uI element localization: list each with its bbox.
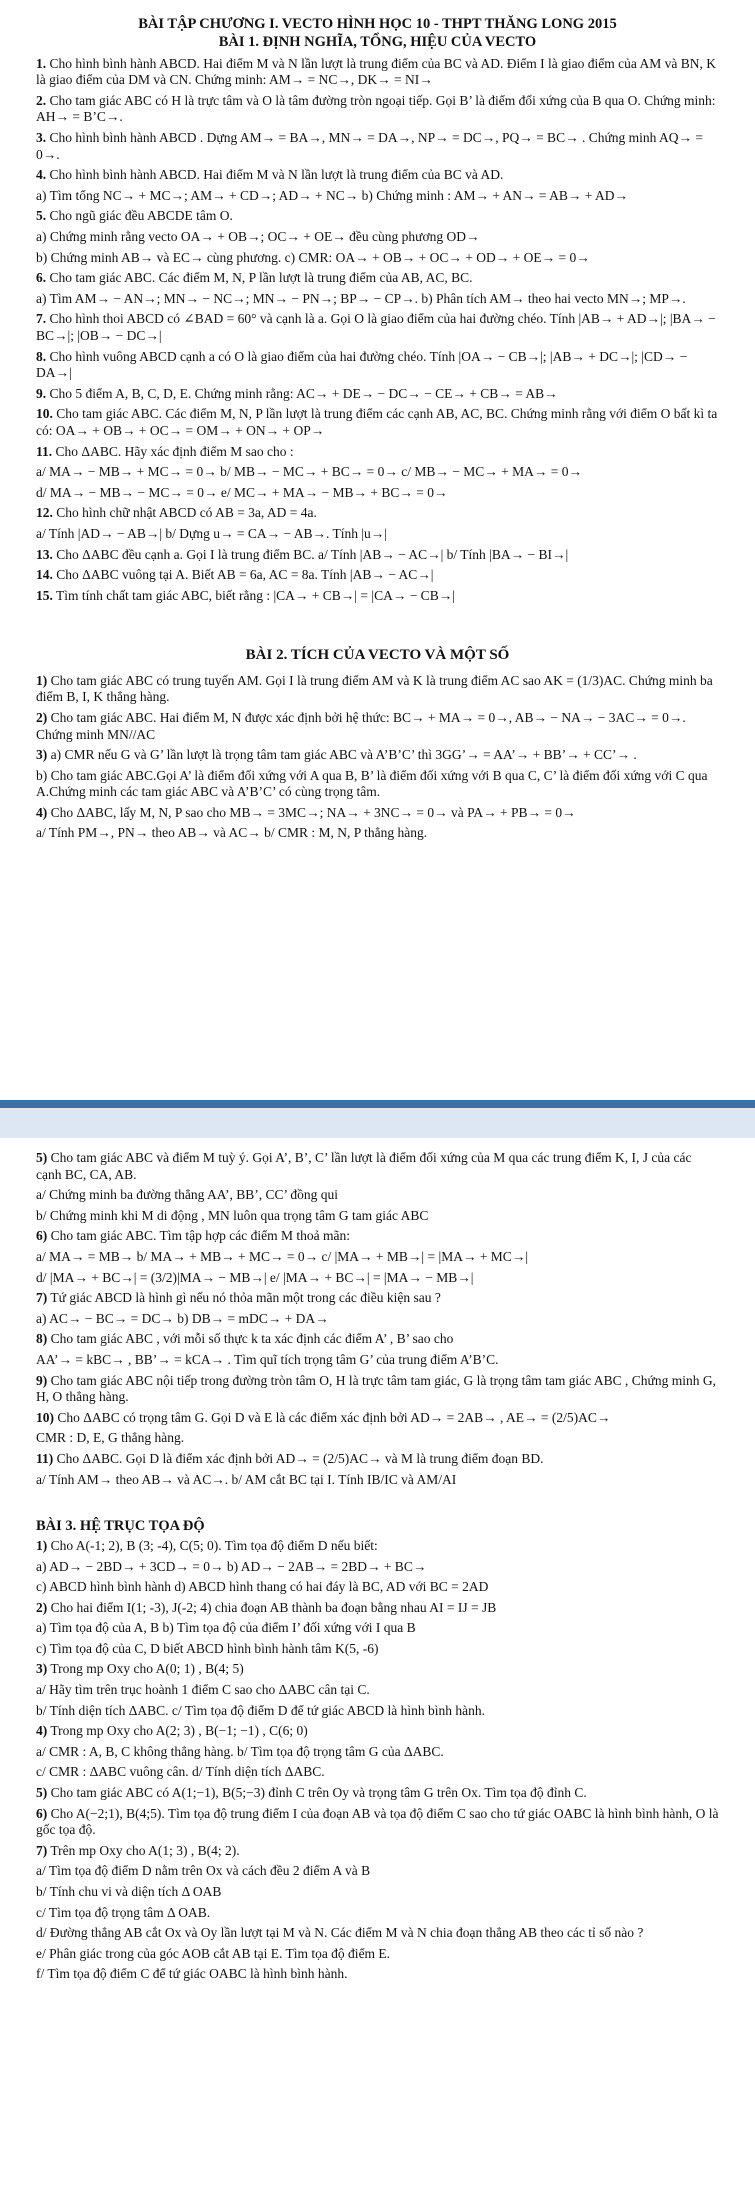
section-3-exercises [36,1538,719,1983]
exercise-text: CMR : D, E, G thẳng hàng. [36,1430,185,1446]
exercise-text: b/ Tính diện tích ΔABC. c/ Tìm tọa độ điểm D để tứ giác ABCD là hình bình hành. [36,1702,485,1718]
exercise-item [36,1806,719,1839]
exercise-item [36,547,719,564]
exercise-text: c/ CMR : ΔABC vuông cân. d/ Tính diện tích ΔABC. [36,1764,325,1780]
page-separator [0,1100,755,1138]
section-3-heading: BÀI 3. HỆ TRỤC TỌA ĐỘ [36,1518,205,1535]
exercise-item [36,208,719,225]
exercise-number: 12. [36,505,53,521]
exercise-item [36,1538,719,1555]
exercise-item [36,588,719,605]
exercise-text: a/ Tìm tọa độ điểm D nằm trên Ox và cách đều 2 điểm A và B [36,1863,371,1879]
exercise-number: 4) [36,804,48,820]
exercise-text: c) ABCD hình bình hành d) ABCD hình thang có hai đáy là BC, AD với BC = 2AD [36,1579,489,1595]
exercise-text: Tứ giác ABCD là hình gì nếu nó thỏa mãn một trong các điều kiện sau ? [50,1290,441,1306]
exercise-number: 5) [36,1785,48,1801]
exercise-item [36,505,719,522]
exercise-number: 9. [36,385,47,401]
exercise-item [36,1451,719,1468]
exercise-text: a) CMR nếu G và G’ lần lượt là trọng tâm tam giác ABC và A’B’C’ thì 3GG’→ = AA’→ + BB’→ + CC’→ . [50,747,637,763]
exercise-subitem [36,768,719,801]
exercise-number: 11. [36,443,53,459]
exercise-text: Cho tam giác ABC. Tìm tập hợp các điểm M thoả mãn: [50,1228,350,1244]
exercise-item [36,93,719,126]
exercise-number: 15. [36,587,53,603]
exercise-text: Cho hai điểm I(1; -3), J(-2; 4) chia đoạn AB thành ba đoạn bằng nhau AI = IJ = JB [50,1599,497,1615]
exercise-text: b/ Tính chu vi và diện tích Δ OAB [36,1884,222,1900]
exercise-text: c) Tìm tọa độ của C, D biết ABCD hình bình hành tâm K(5, -6) [36,1640,379,1656]
section-2-heading: BÀI 2. TÍCH CỦA VECTO VÀ MỘT SỐ [245,647,510,664]
exercise-item [36,56,719,89]
document-title: BÀI TẬP CHƯƠNG I. VECTO HÌNH HỌC 10 - THPT THĂNG LONG 2015 [138,16,617,32]
exercise-text: a) Tìm tọa độ của A, B b) Tìm tọa độ của điểm I’ đối xứng với I qua B [36,1620,416,1636]
exercise-number: 8) [36,1331,48,1347]
exercise-text: a/ Tính |AD→ − AB→| b/ Dựng u→ = CA→ − AB→. Tính |u→| [36,525,387,541]
exercise-text: Trong mp Oxy cho A(0; 1) , B(4; 5) [50,1661,244,1677]
exercise-number: 7) [36,1842,48,1858]
exercise-number: 6. [36,270,47,286]
exercise-item [36,1150,719,1183]
exercise-text: a/ MA→ = MB→ b/ MA→ + MB→ + MC→ = 0→ c/ |MA→ + MB→| = |MA→ + MC→| [36,1248,529,1264]
exercise-text: Cho tam giác ABC. Các điểm M, N, P lần lượt là trung điểm của AB, AC, BC. [49,270,473,286]
exercise-subitem [36,526,719,543]
exercise-item [36,444,719,461]
exercise-subitem [36,464,719,481]
exercise-subitem [36,1641,719,1658]
exercise-item [36,406,719,439]
exercise-text: a) Tìm AM→ − AN→; MN→ − NC→; MN→ − PN→; BP→ − CP→. b) Phân tích AM→ theo hai vecto MN→; MP→. [36,290,686,306]
exercise-text: a/ Hãy tìm trên trục hoành 1 điểm C sao cho ΔABC cân tại C. [36,1682,370,1698]
exercise-item [36,747,719,764]
exercise-text: Cho ΔABC. Gọi D là điểm xác định bởi AD→ = (2/5)AC→ và M là trung điểm đoạn BD. [56,1450,544,1466]
exercise-text: c/ Tìm tọa độ trọng tâm Δ OAB. [36,1904,211,1920]
exercise-number: 3. [36,130,47,146]
exercise-text: Cho hình thoi ABCD có ∠BAD = 60° và cạnh là a. Gọi O là giao điểm của hai đường chéo. Tính |AB→ + AD→|; |BA→ − BC→|; |OB→ − DC→| [36,311,716,343]
exercise-text: a) Tìm tổng NC→ + MC→; AM→ + CD→; AD→ + NC→ b) Chứng minh : AM→ + AN→ = AB→ + AD→ [36,187,629,203]
exercise-subitem [36,1187,719,1204]
exercise-text: Cho 5 điểm A, B, C, D, E. Chứng minh rằng: AC→ + DE→ − DC→ − CE→ + CB→ = AB→ [49,385,558,401]
exercise-item [36,386,719,403]
exercise-item [36,1843,719,1860]
exercise-subitem [36,485,719,502]
exercise-subitem [36,825,719,842]
exercise-text: Cho tam giác ABC có A(1;−1), B(5;−3) đỉnh C trên Oy và trọng tâm G trên Ox. Tìm tọa độ đỉnh C. [50,1785,587,1801]
exercise-number: 9) [36,1372,48,1388]
exercise-item [36,270,719,287]
exercise-text: AA’→ = kBC→ , BB’→ = kCA→ . Tìm quĩ tích trọng tâm G’ của trung điểm A’B’C. [36,1351,499,1367]
exercise-text: Cho tam giác ABC. Các điểm M, N, P lần lượt là trung điểm các cạnh AB, AC, BC. Chứng minh rằng với điểm O bất kì ta có: OA→ + OB→ + OC→ = OM→ + ON→ + OP→ [36,406,718,438]
section-2-exercises-continued [36,1150,719,1488]
exercise-text: Cho ΔABC có trọng tâm G. Gọi D và E là các điểm xác định bởi AD→ = 2AB→ , AE→ = (2/5)AC→ [57,1409,611,1425]
exercise-subitem [36,1579,719,1596]
exercise-text: a) Chứng minh rằng vecto OA→ + OB→; OC→ + OE→ đều cùng phương OD→ [36,229,480,244]
exercise-subitem [36,291,719,308]
exercise-number: 1. [36,55,47,71]
exercise-text: Cho ΔABC, lấy M, N, P sao cho MB→ = 3MC→; NA→ + 3NC→ = 0→ và PA→ + PB→ = 0→ [50,804,576,820]
exercise-number: 2) [36,709,48,725]
exercise-item [36,1228,719,1245]
exercise-number: 6) [36,1805,48,1821]
exercise-subitem [36,1430,719,1447]
exercise-item [36,1600,719,1617]
section-1-heading: BÀI 1. ĐỊNH NGHĨA, TỔNG, HIỆU CỦA VECTO [218,33,537,50]
exercise-item [36,567,719,584]
exercise-number: 5) [36,1150,48,1165]
exercise-text: d/ |MA→ + BC→| = (3/2)|MA→ − MB→| e/ |MA→ + BC→| = |MA→ − MB→| [36,1269,474,1285]
exercise-subitem [36,250,719,267]
exercise-subitem [36,1249,719,1266]
exercise-number: 7. [36,311,47,327]
exercise-text: Cho tam giác ABC có trung tuyến AM. Gọi I là trung điểm AM và K là trung điểm AC sao AK = (1/3)AC. Chứng minh ba điểm B, I, K thẳng hàng. [36,672,713,705]
exercise-number: 5. [36,208,47,224]
page-2 [0,1138,755,2197]
exercise-subitem [36,1208,719,1225]
exercise-subitem [36,1352,719,1369]
exercise-number: 10) [36,1409,54,1425]
exercise-subitem [36,1905,719,1922]
exercise-number: 10. [36,406,53,422]
exercise-item [36,1723,719,1740]
exercise-number: 7) [36,1290,48,1306]
exercise-text: f/ Tìm tọa độ điểm C để tứ giác OABC là hình bình hành. [36,1966,348,1982]
section-2-exercises [36,673,719,842]
exercise-text: Cho ΔABC đều cạnh a. Gọi I là trung điểm BC. a/ Tính |AB→ − AC→| b/ Tính |BA→ − BI→| [56,546,569,562]
exercise-subitem [36,1884,719,1901]
exercise-text: Cho tam giác ABC , với mỗi số thực k ta xác định các điểm A’ , B’ sao cho [50,1331,454,1347]
exercise-number: 4. [36,167,47,183]
exercise-number: 11) [36,1450,54,1466]
exercise-item [36,1373,719,1406]
exercise-item [36,349,719,382]
exercise-text: a/ MA→ − MB→ + MC→ = 0→ b/ MB→ − MC→ + BC→ = 0→ c/ MB→ − MC→ + MA→ = 0→ [36,464,582,480]
exercise-subitem [36,1311,719,1328]
exercise-text: Cho tam giác ABC và điểm M tuỳ ý. Gọi A’, B’, C’ lần lượt là điểm đối xứng của M qua các trung điểm K, I, J của các cạnh BC, CA, AB. [36,1150,692,1182]
exercise-subitem [36,1744,719,1761]
exercise-text: e/ Phân giác trong của góc AOB cắt AB tại E. Tìm tọa độ điểm E. [36,1945,391,1961]
exercise-text: a/ CMR : A, B, C không thẳng hàng. b/ Tìm tọa độ trọng tâm G của ΔABC. [36,1743,444,1759]
exercise-text: b) Chứng minh AB→ và EC→ cùng phương. c) CMR: OA→ + OB→ + OC→ + OD→ + OE→ = 0→ [36,249,590,265]
exercise-item [36,130,719,163]
exercise-text: Cho hình chữ nhật ABCD có AB = 3a, AD = 4a. [56,505,317,521]
exercise-text: Cho ngũ giác đều ABCDE tâm O. [49,208,233,224]
exercise-item [36,673,719,706]
exercise-number: 1) [36,672,48,688]
exercise-subitem [36,1764,719,1781]
exercise-subitem [36,1682,719,1699]
section-1-exercises [36,56,719,605]
exercise-subitem [36,1966,719,1983]
exercise-subitem [36,1863,719,1880]
exercise-item [36,805,719,822]
exercise-text: Cho ΔABC vuông tại A. Biết AB = 6a, AC = 8a. Tính |AB→ − AC→| [56,567,434,583]
exercise-text: Cho hình bình hành ABCD . Dựng AM→ = BA→, MN→ = DA→, NP→ = DC→, PQ→ = BC→ . Chứng minh AQ→ = 0→. [36,130,704,162]
exercise-item [36,710,719,743]
exercise-subitem [36,188,719,205]
exercise-number: 2. [36,92,47,108]
exercise-subitem [36,229,719,246]
exercise-item [36,1290,719,1307]
exercise-text: Cho hình vuông ABCD cạnh a có O là giao điểm của hai đường chéo. Tính |OA→ − CB→|; |AB→ + DC→|; |CD→ − DA→| [36,348,688,381]
exercise-item [36,1331,719,1348]
exercise-text: a/ Tính AM→ theo AB→ và AC→. b/ AM cắt BC tại I. Tính IB/IC và AM/AI [36,1471,457,1487]
exercise-text: Cho hình bình hành ABCD. Hai điểm M và N lần lượt là trung điểm của BC và AD. [49,167,504,183]
exercise-subitem [36,1703,719,1720]
exercise-text: Cho A(-1; 2), B (3; -4), C(5; 0). Tìm tọa độ điểm D nếu biết: [50,1537,378,1553]
exercise-item [36,311,719,344]
exercise-subitem [36,1472,719,1489]
exercise-text: d/ MA→ − MB→ − MC→ = 0→ e/ MC→ + MA→ − MB→ + BC→ = 0→ [36,484,448,500]
exercise-text: Cho tam giác ABC. Hai điểm M, N được xác định bởi hệ thức: BC→ + MA→ = 0→, AB→ − NA→ − 3AC→ = 0→. Chứng minh MN//AC [36,709,686,742]
exercise-subitem [36,1946,719,1963]
exercise-number: 1) [36,1537,48,1553]
exercise-text: Tìm tính chất tam giác ABC, biết rằng : |CA→ + CB→| = |CA→ − CB→| [56,587,455,603]
exercise-text: b/ Chứng minh khi M di động , MN luôn qua trọng tâm G tam giác ABC [36,1207,429,1223]
exercise-number: 13. [36,546,53,562]
exercise-text: Cho tam giác ABC có H là trực tâm và O là tâm đường tròn ngoại tiếp. Gọi B’ là điểm đối xứng của B qua O. Chứng minh: AH→ = B’C→. [36,92,716,125]
exercise-number: 14. [36,567,53,583]
exercise-text: a/ Chứng minh ba đường thẳng AA’, BB’, CC’ đồng qui [36,1187,339,1203]
exercise-text: Trên mp Oxy cho A(1; 3) , B(4; 2). [50,1842,240,1858]
exercise-item [36,167,719,184]
exercise-item [36,1661,719,1678]
exercise-text: a) AD→ − 2BD→ + 3CD→ = 0→ b) AD→ − 2AB→ = 2BD→ + BC→ [36,1558,427,1574]
exercise-number: 2) [36,1599,48,1615]
exercise-subitem [36,1925,719,1942]
exercise-text: d/ Đường thẳng AB cắt Ox và Oy lần lượt tại M và N. Các điểm M và N chia đoạn thẳng AB theo các tỉ số nào ? [36,1925,644,1941]
exercise-number: 3) [36,1661,48,1677]
exercise-number: 6) [36,1228,48,1244]
exercise-subitem [36,1620,719,1637]
exercise-text: Cho A(−2;1), B(4;5). Tìm tọa độ trung điểm I của đoạn AB và tọa độ điểm C sao cho tứ giác OABC là hình bình hành, O là gốc tọa độ. [36,1805,719,1838]
exercise-subitem [36,1559,719,1576]
exercise-item [36,1785,719,1802]
exercise-number: 3) [36,747,48,763]
exercise-text: b) Cho tam giác ABC.Gọi A’ là điểm đối xứng với A qua B, B’ là điểm đối xứng với B qua C, C’ là điểm đối xứng với C qua A.Chứng minh các tam giác ABC và A’B’C’ có cùng trọng tâm. [36,767,708,800]
exercise-subitem [36,1270,719,1287]
exercise-text: Cho tam giác ABC nội tiếp trong đường tròn tâm O, H là trực tâm tam giác, G là trọng tâm tam giác ABC , Chứng minh G, H, O thẳng hàng. [36,1372,716,1405]
exercise-item [36,1410,719,1427]
exercise-text: Trong mp Oxy cho A(2; 3) , B(−1; −1) , C(6; 0) [50,1723,308,1739]
exercise-text: a/ Tính PM→, PN→ theo AB→ và AC→ b/ CMR : M, N, P thẳng hàng. [36,825,428,841]
exercise-text: a) AC→ − BC→ = DC→ b) DB→ = mDC→ + DA→ [36,1310,329,1326]
exercise-text: Cho hình bình hành ABCD. Hai điểm M và N lần lượt là trung điểm của BC và AD. Điểm I là giao điểm của AM và BN, K là giao điểm của DM và CN. Chứng minh: AM→ = NC→, DK→ = NI→ [36,55,716,88]
exercise-text: Cho ΔABC. Hãy xác định điểm M sao cho : [55,443,294,459]
exercise-number: 8. [36,348,47,364]
exercise-number: 4) [36,1723,48,1739]
